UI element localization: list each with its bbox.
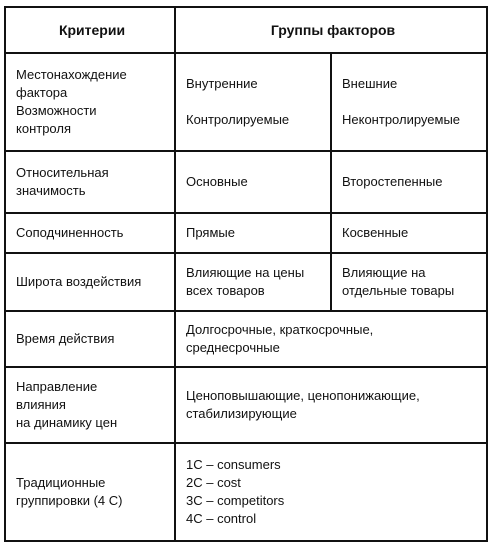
groups-header: Группы факторов (175, 7, 487, 53)
group-cell-span: 1С – consumers 2С – cost 3С – competitors 4С – control (175, 443, 487, 541)
group-cell-b: Внешние Неконтролируемые (331, 53, 487, 151)
group-cell-b: Влияющие на отдельные товары (331, 253, 487, 311)
criteria-cell: Относительная значимость (5, 151, 175, 213)
criteria-cell: Соподчиненность (5, 213, 175, 253)
group-cell-b: Второстепенные (331, 151, 487, 213)
criteria-cell: Местонахождение фактора Возможности контроля (5, 53, 175, 151)
group-cell-span: Долгосрочные, краткосрочные, среднесрочные (175, 311, 487, 367)
table-row (5, 253, 487, 311)
group-cell-a: Влияющие на цены всех товаров (175, 253, 331, 311)
group-cell-a: Прямые (175, 213, 331, 253)
group-cell-b: Косвенные (331, 213, 487, 253)
group-cell-a: Внутренние Контролируемые (175, 53, 331, 151)
group-cell-span: Ценоповышающие, ценопонижающие, стабилизирующие (175, 367, 487, 443)
table-row (5, 213, 487, 253)
table-row (5, 151, 487, 213)
factor-groups-table (4, 6, 488, 542)
criteria-cell: Время действия (5, 311, 175, 367)
table-row (5, 311, 487, 367)
table-row (5, 443, 487, 541)
criteria-header: Критерии (5, 7, 175, 53)
criteria-cell: Широта воздействия (5, 253, 175, 311)
table-row (5, 53, 487, 151)
header-row (5, 7, 487, 53)
criteria-cell: Направление влияния на динамику цен (5, 367, 175, 443)
criteria-cell: Традиционные группировки (4 С) (5, 443, 175, 541)
table-row (5, 367, 487, 443)
group-cell-a: Основные (175, 151, 331, 213)
